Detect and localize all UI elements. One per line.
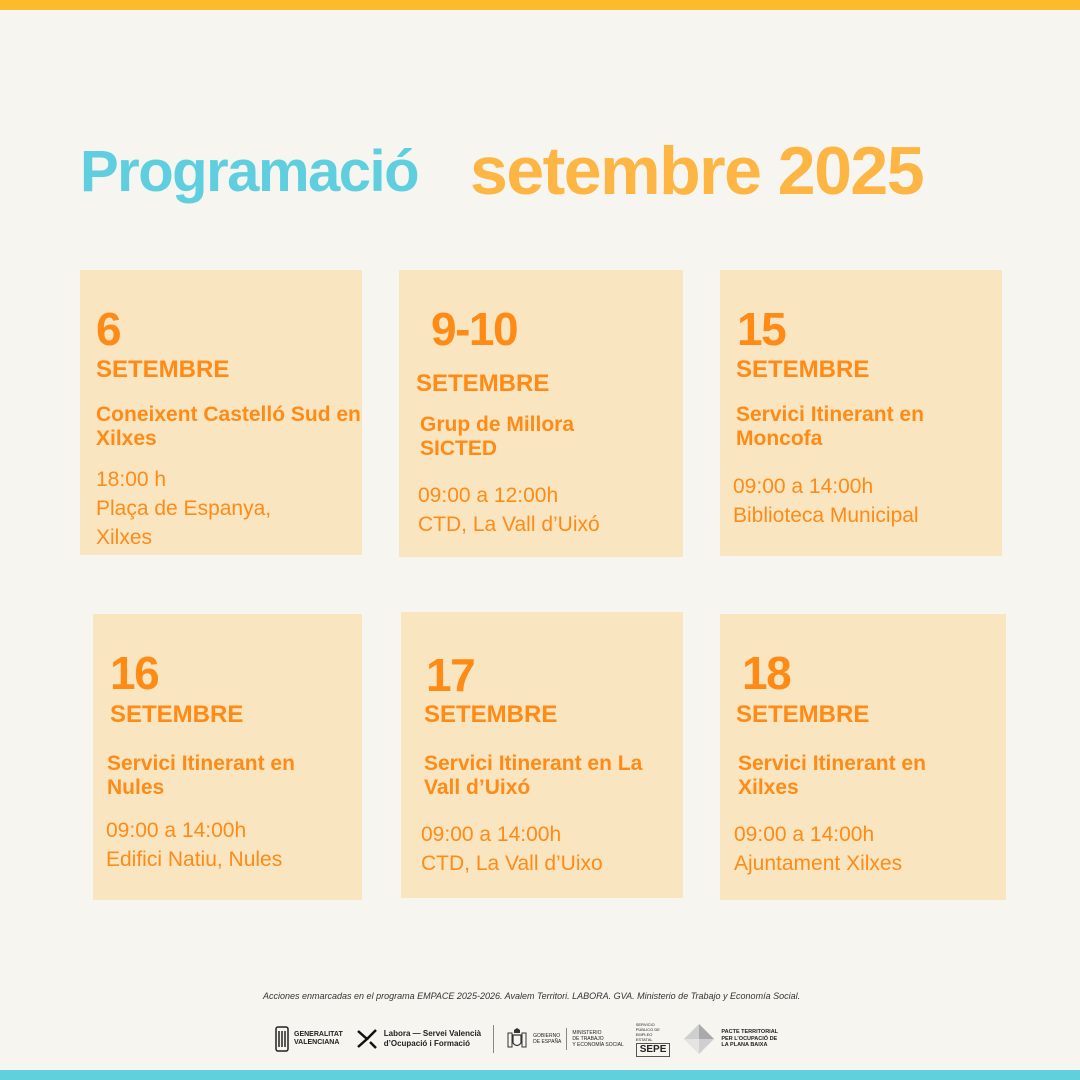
ministerio-text-line1: MINISTERIO [572,1030,602,1036]
sponsor-logos [275,1022,778,1056]
event-month: SETEMBRE [110,701,244,728]
event-card [720,614,1006,900]
event-title: Servici Itinerant en Xilxes [738,752,926,799]
event-card [80,270,362,555]
title-month-year: setembre 2025 [470,133,924,209]
event-time: 18:00 h [96,468,167,491]
event-month: SETEMBRE [96,356,230,383]
sepe-logo [636,1022,671,1057]
gobierno-text-line1: GOBIERNO [533,1033,561,1039]
event-day: 17 [426,649,475,701]
event-day: 15 [737,303,786,355]
title-programacio: Programació [80,139,419,204]
pacte-diamond-icon [682,1022,716,1056]
event-title: Coneixent Castelló Sud en Xilxes [96,403,361,450]
event-card [720,270,1002,556]
event-place-line2: Xilxes [96,526,153,549]
event-day: 16 [110,647,159,699]
event-time: 09:00 a 14:00h [106,819,247,842]
logo-divider [493,1025,494,1053]
gobierno-logo [506,1027,624,1051]
labora-text-line1: Labora — Servei Valencià [383,1029,482,1038]
logo-divider-small [566,1028,567,1050]
event-place: Edifici Natiu, Nules [106,848,283,871]
ministerio-text-line2: DE TRABAJO [572,1036,604,1042]
event-place: CTD, La Vall d’Uixó [418,513,600,536]
event-time: 09:00 a 14:00h [733,475,874,498]
labora-text-line2: d’Ocupació i Formació [383,1039,470,1048]
gva-logo [275,1025,343,1053]
event-day: 6 [96,303,121,355]
event-title: Servici Itinerant en Nules [107,752,295,799]
event-time: 09:00 a 14:00h [734,823,875,846]
event-title: Servici Itinerant en La Vall d’Uixó [424,752,643,799]
event-month: SETEMBRE [424,701,558,728]
gva-text-line2: VALENCIANA [294,1039,340,1046]
event-month: SETEMBRE [736,356,870,383]
gva-shield-icon [275,1025,289,1053]
event-month: SETEMBRE [416,370,550,397]
event-month: SETEMBRE [736,701,870,728]
pacte-text-line2: PER L’OCUPACIÓ DE [721,1035,778,1042]
event-time: 09:00 a 12:00h [418,484,559,507]
event-time: 09:00 a 14:00h [421,823,562,846]
labora-logo [355,1027,481,1051]
sepe-small-text: SERVICIO PÚBLICO DE EMPLEO ESTATAL [635,1021,660,1042]
event-day: 9-10 [431,303,518,355]
pacte-territorial-logo [682,1022,778,1056]
labora-mark-icon [355,1027,379,1051]
event-title: Grup de Millora SICTED [420,413,575,460]
bottom-accent-bar [0,1070,1080,1080]
spain-coat-of-arms-icon [506,1027,528,1051]
sepe-text: SEPE [636,1043,671,1057]
event-card [401,612,683,898]
ministerio-text-line3: Y ECONOMÍA SOCIAL [572,1042,624,1048]
footer-note: Acciones enmarcadas en el programa EMPACE 2025-2026. Avalem Territori. LABORA. GVA. Ministerio de Trabajo y Economía Social. [263,991,801,1001]
top-accent-bar [0,0,1080,10]
gva-text-line1: GENERALITAT [294,1031,343,1038]
pacte-text-line1: PACTE TERRITORIAL [721,1029,779,1036]
event-place: CTD, La Vall d’Uixo [421,852,603,875]
event-place: Ajuntament Xilxes [734,852,903,875]
event-day: 18 [742,647,791,699]
event-card [93,614,362,900]
event-title: Servici Itinerant en Moncofa [736,403,924,450]
pacte-text-line3: LA PLANA BAIXA [721,1042,768,1049]
gobierno-text-line2: DE ESPAÑA [533,1039,562,1045]
event-place: Biblioteca Municipal [733,504,919,527]
event-card [399,270,683,557]
event-place: Plaça de Espanya, [96,497,272,520]
